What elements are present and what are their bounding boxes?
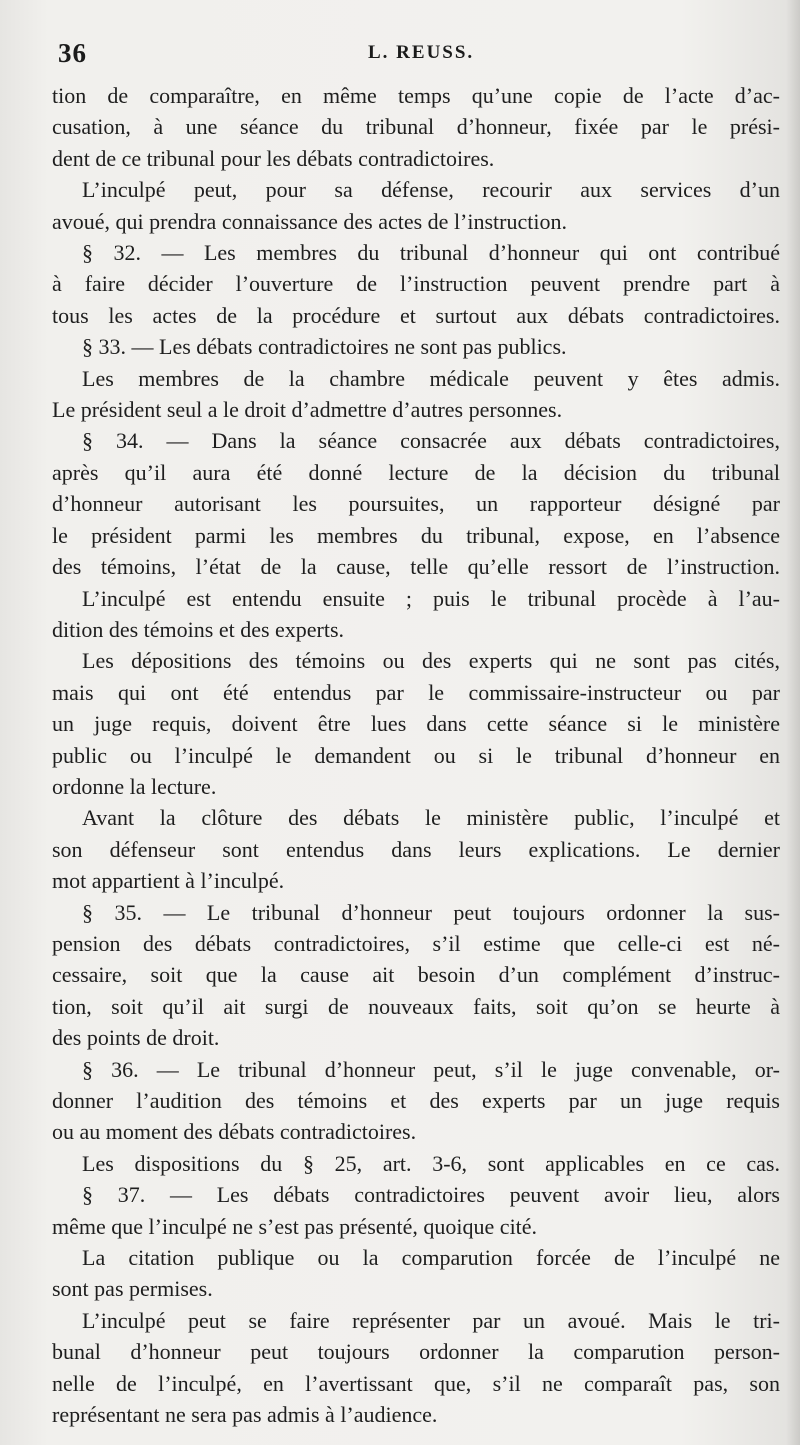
- text-line: L’inculpé peut, pour sa défense, recourir aux services d’un: [82, 177, 780, 203]
- text-line: même que l’inculpé ne s’est pas présenté, quoique cité.: [52, 1213, 538, 1239]
- text-line: le président parmi les membres du tribunal, expose, en l’absence: [52, 522, 780, 548]
- text-line: ordonne la lecture.: [52, 773, 217, 799]
- text-line: § 32. — Les membres du tribunal d’honneur qui ont contribué: [82, 240, 780, 266]
- text-line: sont pas permises.: [52, 1276, 213, 1302]
- text-line: dition des témoins et des experts.: [52, 616, 345, 642]
- text-line: un juge requis, doivent être lues dans cette séance si le ministère: [52, 711, 780, 737]
- text-line: Avant la clôture des débats le ministère public, l’inculpé et: [82, 805, 780, 831]
- text-line: Le président seul a le droit d’admettre d’autres personnes.: [52, 397, 563, 423]
- text-line: La citation publique ou la comparution forcée de l’inculpé ne: [82, 1245, 780, 1271]
- text-line: § 33. — Les débats contradictoires ne sont pas publics.: [82, 334, 567, 360]
- text-line: L’inculpé peut se faire représenter par un avoué. Mais le tri-: [82, 1307, 780, 1333]
- text-line: Les dispositions du § 25, art. 3-6, sont applicables en ce cas.: [82, 1150, 780, 1176]
- text-line: § 34. — Dans la séance consacrée aux débats contradictoires,: [82, 428, 780, 454]
- text-line: tion de comparaître, en même temps qu’une copie de l’acte d’ac-: [52, 83, 780, 108]
- text-line: tion, soit qu’il ait surgi de nouveaux faits, soit qu’on se heurte à: [52, 993, 780, 1019]
- text-line: avoué, qui prendra connaissance des actes de l’instruction.: [52, 208, 567, 234]
- text-line: Les membres de la chambre médicale peuvent y êtes admis.: [82, 365, 780, 391]
- text-line: dent de ce tribunal pour les débats contradictoires.: [52, 145, 495, 171]
- text-line: Les dépositions des témoins ou des experts qui ne sont pas cités,: [82, 648, 780, 674]
- text-line: L’inculpé est entendu ensuite ; puis le tribunal procède à l’au-: [82, 585, 780, 611]
- body-text: [52, 80, 780, 1430]
- text-line: cessaire, soit que la cause ait besoin d’un complément d’instruc-: [52, 962, 780, 988]
- text-line: public ou l’inculpé le demandent ou si le tribunal d’honneur en: [52, 742, 780, 768]
- text-line: cusation, à une séance du tribunal d’honneur, fixée par le prési-: [52, 114, 780, 140]
- text-line: après qu’il aura été donné lecture de la décision du tribunal: [52, 459, 780, 485]
- page-edge-shadow: [786, 0, 800, 1445]
- text-line: bunal d’honneur peut toujours ordonner la comparution person-: [52, 1339, 780, 1365]
- text-line: § 36. — Le tribunal d’honneur peut, s’il le juge convenable, or-: [82, 1056, 780, 1082]
- text-line: § 37. — Les débats contradictoires peuvent avoir lieu, alors: [82, 1182, 780, 1208]
- text-line: à faire décider l’ouverture de l’instruction peuvent prendre part à: [52, 271, 780, 297]
- text-line: donner l’audition des témoins et des experts par un juge requis: [52, 1088, 780, 1113]
- text-line: des points de droit.: [52, 1025, 220, 1051]
- running-head: L. REUSS.: [368, 42, 475, 63]
- text-line: mot appartient à l’inculpé.: [52, 868, 285, 894]
- text-line: des témoins, l’état de la cause, telle qu’elle ressort de l’instruction.: [52, 554, 780, 580]
- text-line: nelle de l’inculpé, en l’avertissant que, s’il ne comparaît pas, son: [52, 1370, 780, 1396]
- text-line: représentant ne sera pas admis à l’audience.: [52, 1402, 438, 1428]
- text-line: son défenseur sont entendus dans leurs explications. Le dernier: [52, 836, 780, 862]
- text-line: mais qui ont été entendus par le commissaire-instructeur ou par: [52, 679, 780, 705]
- text-line: d’honneur autorisant les poursuites, un rapporteur désigné par: [52, 491, 780, 517]
- page-number: 36: [58, 38, 87, 68]
- text-line: pension des débats contradictoires, s’il estime que celle-ci est né-: [52, 930, 780, 956]
- page-header: [58, 38, 760, 74]
- text-line: tous les actes de la procédure et surtout aux débats contradictoires.: [52, 302, 780, 328]
- text-line: § 35. — Le tribunal d’honneur peut toujours ordonner la sus-: [82, 899, 780, 925]
- text-line: ou au moment des débats contradictoires.: [52, 1119, 417, 1145]
